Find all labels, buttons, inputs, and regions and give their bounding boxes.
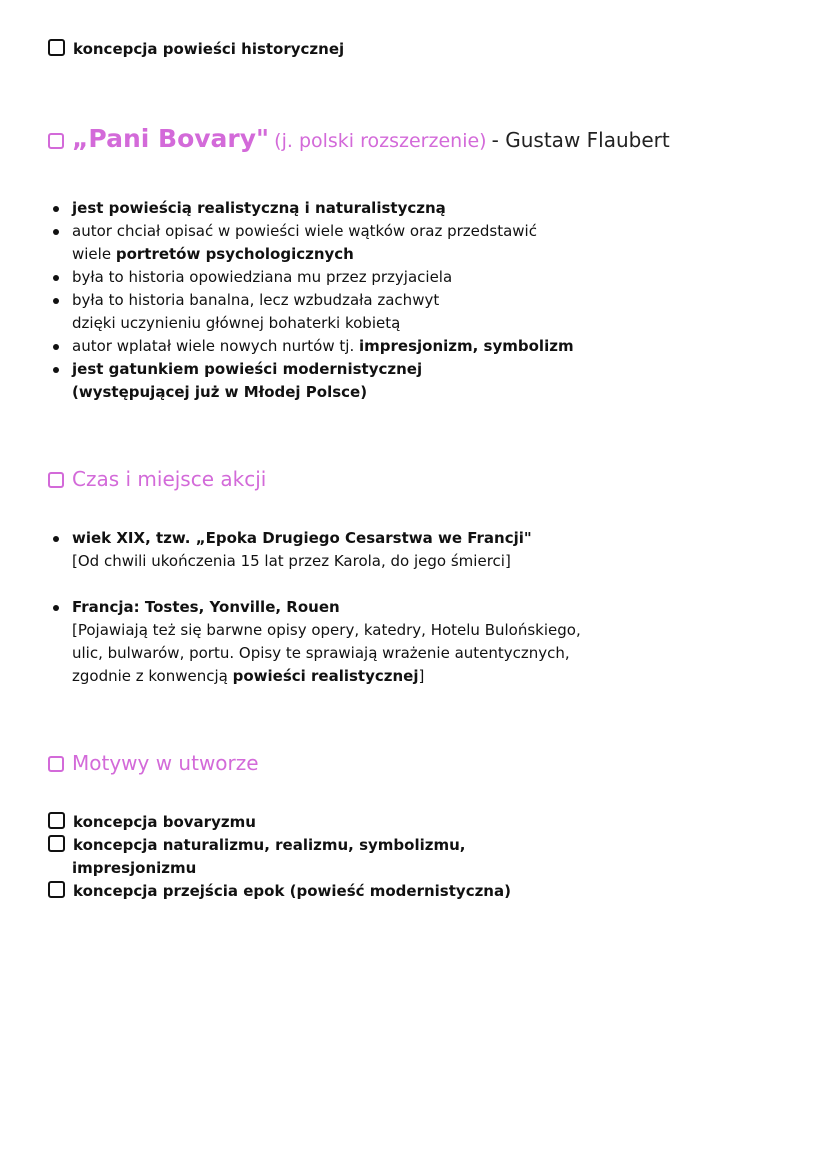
list-item: autor chciał opisać w powieści wiele wątków oraz przedstawić wiele portretów psychologicznych [48, 220, 574, 266]
motif-item: koncepcja przejścia epok (powieść modernistyczna) [48, 880, 511, 903]
motif-item-continuation: impresjonizmu [72, 859, 197, 877]
checkbox-icon[interactable] [48, 756, 64, 772]
checkbox-icon[interactable] [48, 881, 65, 898]
checkbox-icon[interactable] [48, 835, 65, 852]
motif-item: koncepcja naturalizmu, realizmu, symbolizmu, [48, 834, 465, 857]
section2-bullets [48, 527, 581, 688]
checkbox-icon[interactable] [48, 812, 65, 829]
list-item: Francja: Tostes, Yonville, Rouen [Pojawiają też się barwne opisy opery, katedry, Hotelu Bulońskiego, ulic, bulwarów, portu. Opisy te sprawiają wrażenie autentycznych, zgodnie z konwencją powieści realistycznej] [48, 596, 581, 688]
section2-heading: Czas i miejsce akcji [48, 467, 266, 491]
section1-heading [48, 124, 670, 153]
book-title: „Pani Bovary" [72, 124, 270, 153]
checkbox-icon[interactable] [48, 133, 64, 149]
list-item: wiek XIX, tzw. „Epoka Drugiego Cesarstwa we Francji" [Od chwili ukończenia 15 lat przez Karola, do jego śmierci] [48, 527, 581, 573]
list-item: jest powieścią realistyczną i naturalistyczną [48, 197, 574, 220]
book-subtitle: (j. polski rozszerzenie) [274, 130, 487, 152]
section3-heading: Motywy w utworze [48, 751, 259, 775]
checkbox-icon[interactable] [48, 39, 65, 56]
checkbox-icon[interactable] [48, 472, 64, 488]
list-item: autor wplatał wiele nowych nurtów tj. impresjonizm, symbolizm [48, 335, 574, 358]
motif-item: koncepcja bovaryzmu [48, 811, 256, 834]
section1-bullets [48, 197, 574, 404]
book-author: - Gustaw Flaubert [491, 128, 670, 152]
top-checklist-item: koncepcja powieści historycznej [48, 38, 344, 61]
list-item: jest gatunkiem powieści modernistycznej (występującej już w Młodej Polsce) [48, 358, 574, 404]
list-item: była to historia banalna, lecz wzbudzała zachwyt dzięki uczynieniu głównej bohaterki kobietą [48, 289, 574, 335]
list-item: była to historia opowiedziana mu przez przyjaciela [48, 266, 574, 289]
